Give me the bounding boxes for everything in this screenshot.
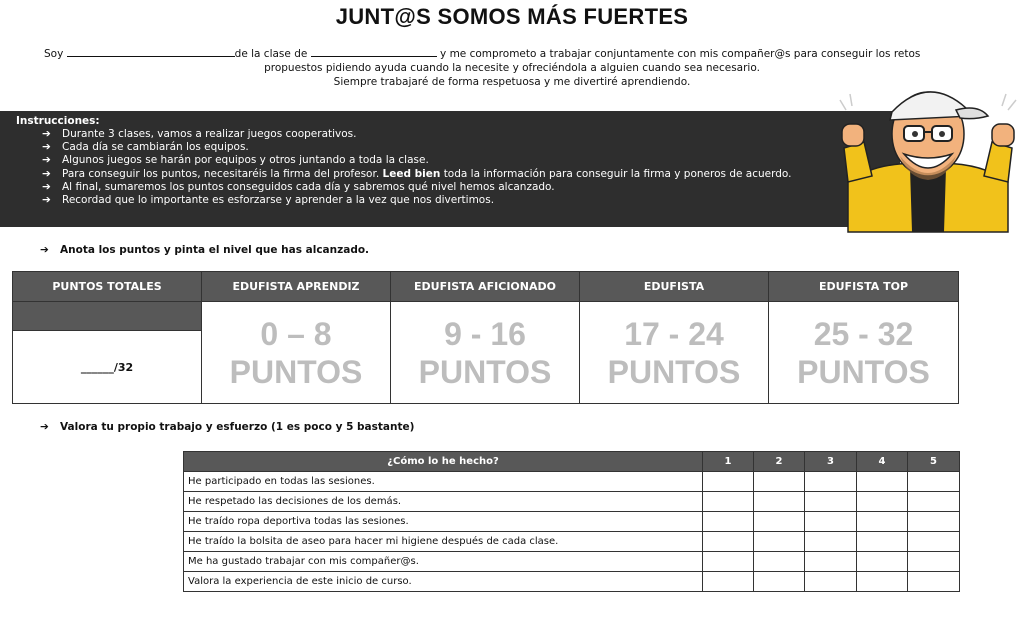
- rating-cell-1[interactable]: [703, 512, 754, 532]
- scale-1: 1: [703, 452, 754, 472]
- assessment-statement: He respetado las decisiones de los demás.: [184, 492, 703, 512]
- assessment-statement: Valora la experiencia de este inicio de curso.: [184, 572, 703, 592]
- scale-4: 4: [857, 452, 908, 472]
- assessment-statement: He traído la bolsita de aseo para hacer mi higiene después de cada clase.: [184, 532, 703, 552]
- rating-cell-3[interactable]: [805, 552, 857, 572]
- rating-cell-2[interactable]: [754, 512, 805, 532]
- assessment-header-row: [184, 452, 960, 472]
- assessment-statement: He traído ropa deportiva todas las sesiones.: [184, 512, 703, 532]
- note-score: ➔ Anota los puntos y pinta el nivel que has alcanzado.: [40, 244, 370, 256]
- rating-cell-2[interactable]: [754, 572, 805, 592]
- rating-cell-3[interactable]: [805, 492, 857, 512]
- rating-cell-3[interactable]: [805, 532, 857, 552]
- name-blank[interactable]: [67, 46, 235, 57]
- cartoon-teacher-avatar-icon: [838, 72, 1018, 237]
- instruction-item: ➔ Al final, sumaremos los puntos conseguidos cada día y sabremos qué nivel hemos alcanzado.: [42, 180, 555, 193]
- rating-cell-1[interactable]: [703, 572, 754, 592]
- rating-cell-4[interactable]: [857, 532, 908, 552]
- level-top-cell[interactable]: 25 - 32 PUNTOS: [769, 302, 959, 404]
- instruction-item: ➔ Cada día se cambiarán los equipos.: [42, 141, 249, 154]
- class-blank[interactable]: [311, 46, 437, 57]
- header-puntos-totales: PUNTOS TOTALES: [13, 272, 202, 302]
- arrow-right-icon: ➔: [40, 244, 49, 256]
- rating-cell-5[interactable]: [908, 472, 960, 492]
- pledge-line3: Siempre trabajaré de forma respetuosa y me divertiré aprendiendo.: [333, 76, 691, 88]
- pledge-line1-rest: y me comprometo a trabajar conjuntamente con mis compañer@s para conseguir los retos: [440, 48, 921, 60]
- table-row: [184, 552, 960, 572]
- rating-cell-4[interactable]: [857, 492, 908, 512]
- score-header-fill: [13, 302, 202, 331]
- instructions-panel: [0, 111, 900, 227]
- scale-2: 2: [754, 452, 805, 472]
- instruction-item: ➔ Durante 3 clases, vamos a realizar juegos cooperativos.: [42, 128, 357, 140]
- rating-cell-5[interactable]: [908, 512, 960, 532]
- header-edufista: EDUFISTA: [580, 272, 769, 302]
- rating-cell-5[interactable]: [908, 532, 960, 552]
- pledge-soy: Soy: [44, 48, 64, 60]
- rating-cell-4[interactable]: [857, 472, 908, 492]
- rating-cell-1[interactable]: [703, 552, 754, 572]
- levels-header-row: [13, 272, 959, 302]
- rating-cell-4[interactable]: [857, 512, 908, 532]
- note-self-assessment: ➔ Valora tu propio trabajo y esfuerzo (1 es poco y 5 bastante): [40, 421, 415, 433]
- level-aficionado-cell[interactable]: 9 - 16 PUNTOS: [391, 302, 580, 404]
- arrow-right-icon: ➔: [42, 194, 51, 207]
- scale-3: 3: [805, 452, 857, 472]
- table-row: [184, 472, 960, 492]
- instruction-item: ➔ Para conseguir los puntos, necesitaréis la firma del profesor. Leed bien toda la información para conseguir la firma y poneros de acuerdo.: [42, 167, 792, 180]
- rating-cell-4[interactable]: [857, 572, 908, 592]
- arrow-right-icon: ➔: [40, 421, 49, 433]
- self-assessment-table: [183, 451, 960, 592]
- instruction-item: ➔ Algunos juegos se harán por equipos y otros juntando a toda la clase.: [42, 154, 429, 167]
- rating-cell-1[interactable]: [703, 472, 754, 492]
- rating-cell-5[interactable]: [908, 552, 960, 572]
- level-edufista-cell[interactable]: 17 - 24 PUNTOS: [580, 302, 769, 404]
- scale-5: 5: [908, 452, 960, 472]
- arrow-right-icon: ➔: [42, 154, 51, 167]
- header-aficionado: EDUFISTA AFICIONADO: [391, 272, 580, 302]
- pledge-de-la-clase: de la clase de: [234, 48, 308, 60]
- arrow-right-icon: ➔: [42, 128, 51, 140]
- arrow-right-icon: ➔: [42, 180, 51, 193]
- rating-cell-5[interactable]: [908, 572, 960, 592]
- rating-cell-3[interactable]: [805, 512, 857, 532]
- total-score-field[interactable]: ______/32: [13, 331, 202, 404]
- arrow-right-icon: ➔: [42, 141, 51, 154]
- rating-cell-2[interactable]: [754, 472, 805, 492]
- instructions-heading: Instrucciones:: [16, 115, 100, 127]
- instruction-item: ➔ Recordad que lo importante es esforzarse y aprender a la vez que nos divertimos.: [42, 194, 495, 207]
- assessment-rows: [184, 472, 960, 592]
- arrow-right-icon: ➔: [42, 167, 51, 180]
- header-aprendiz: EDUFISTA APRENDIZ: [202, 272, 391, 302]
- assessment-statement: He participado en todas las sesiones.: [184, 472, 703, 492]
- rating-cell-1[interactable]: [703, 492, 754, 512]
- table-row: [184, 512, 960, 532]
- rating-cell-2[interactable]: [754, 532, 805, 552]
- levels-table: [12, 271, 959, 404]
- page-title: JUNT@S SOMOS MÁS FUERTES: [335, 4, 689, 29]
- rating-cell-3[interactable]: [805, 572, 857, 592]
- header-top: EDUFISTA TOP: [769, 272, 959, 302]
- rating-cell-2[interactable]: [754, 492, 805, 512]
- rating-cell-4[interactable]: [857, 552, 908, 572]
- assessment-statement: Me ha gustado trabajar con mis compañer@s.: [184, 552, 703, 572]
- level-aprendiz-cell[interactable]: 0 – 8 PUNTOS: [202, 302, 391, 404]
- rating-cell-3[interactable]: [805, 472, 857, 492]
- levels-body-row: [13, 302, 959, 331]
- instructions-list: [20, 128, 900, 207]
- rating-cell-2[interactable]: [754, 552, 805, 572]
- table-row: [184, 492, 960, 512]
- rating-cell-1[interactable]: [703, 532, 754, 552]
- table-row: [184, 572, 960, 592]
- table-row: [184, 532, 960, 552]
- rating-cell-5[interactable]: [908, 492, 960, 512]
- pledge-line2: propuestos pidiendo ayuda cuando la necesite y ofreciéndola a alguien cuando sea necesario.: [264, 62, 760, 74]
- assessment-header-label: ¿Cómo lo he hecho?: [184, 452, 703, 472]
